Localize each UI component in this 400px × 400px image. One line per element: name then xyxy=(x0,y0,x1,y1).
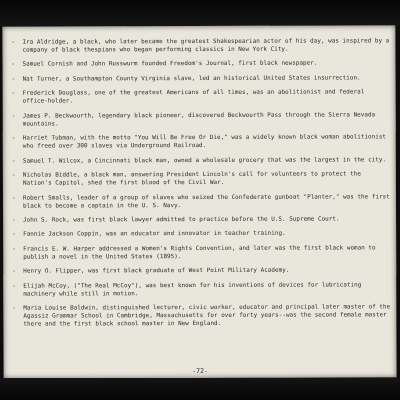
entry-text: Francis E. W. Harper addressed a Women's Rights Convention, and later was the first black woman to publish a novel in the United States (1895). xyxy=(23,245,376,261)
background-bottom xyxy=(0,378,400,400)
entry-text: Robert Smalls, leader of a group of slaves who seized the Confederate gunboat "Planter," was the first black to become a captain in the U. S. Navy. xyxy=(22,193,390,210)
page-number: -72- xyxy=(192,366,208,376)
entry-text: Maria Louise Baldwin, distinguished lecturer, civic worker, educator and principal later master of the Agassiz Grammar School in Cambridge, Massachusetts for over forty years--was the second female master there and the first black school master in New England. xyxy=(23,304,391,329)
bullet: - xyxy=(11,39,16,46)
bullet: - xyxy=(11,113,16,120)
entry-text: Nat Turner, a Southampton County Virginia slave, led an historical United States insurrection. xyxy=(22,75,361,83)
list-item xyxy=(3,134,396,152)
bullet: - xyxy=(12,217,16,224)
bullet: - xyxy=(12,283,16,290)
bullet: - xyxy=(12,232,16,239)
entry-text: Elijah McCoy, ("The Real McCoy"), was best known for his inventions of devices for lubricating machinery while still in motion. xyxy=(23,282,362,298)
list-item xyxy=(3,170,396,188)
entry-text: Ira Aldridge, a black, who later became the greatest Shakespearian actor of his day, was inspired by a company of black thespians who began performing classics in New York City. xyxy=(22,38,390,54)
list-item xyxy=(3,215,396,224)
bullet: - xyxy=(11,62,16,69)
list-item xyxy=(3,281,396,299)
bullet: - xyxy=(12,305,16,312)
bullet: - xyxy=(11,135,16,142)
list-item xyxy=(3,111,396,129)
list-item xyxy=(3,193,396,211)
bullet: - xyxy=(11,195,16,202)
list-item xyxy=(3,156,396,165)
list-item xyxy=(3,89,396,107)
entry-list xyxy=(2,37,396,335)
list-item xyxy=(2,37,395,55)
bullet: - xyxy=(11,158,16,165)
list-item xyxy=(3,60,396,69)
background-top xyxy=(0,0,400,26)
bullet: - xyxy=(11,90,16,97)
entry-text: James P. Beckwourth, legendary black pioneer, discovered Beckwourth Pass through the Sierra Nevada mountains. xyxy=(22,112,376,128)
list-item xyxy=(3,304,396,330)
list-item xyxy=(3,74,396,83)
list-item xyxy=(3,267,396,276)
entry-text: Henry O. Flipper, was first black graduate of West Point Military Academy. xyxy=(23,268,290,275)
entry-text: Harriet Tubman, with the motto "You Will Be Free Or Die," was a widely known black woman abolitionist who freed over 300 slaves via Underground Railroad. xyxy=(22,134,387,150)
entry-text: Frederick Douglass, one of the greatest Americans of all times, was an abolitionist and federal office-holder. xyxy=(22,89,365,105)
entry-text: Nicholas Biddle, a black man, answering President Lincoln's call for volunteers to protect the Nation's Capitol, shed the first blood of the Civil War. xyxy=(22,171,361,187)
entry-text: Samuel T. Wilcox, a Cincinnati black man, owned a wholesale grocery that was the largest in the city. xyxy=(22,157,387,165)
bullet: - xyxy=(11,172,16,179)
entry-text: John S. Rock, was first black lawyer admitted to practice before the U.S. Supreme Court. xyxy=(23,216,340,224)
entry-text: Fannie Jackson Coppin, was an educator and innovator in teacher training. xyxy=(23,231,286,239)
list-item xyxy=(3,230,396,239)
document-page xyxy=(2,25,396,378)
bullet: - xyxy=(12,246,16,253)
bullet: - xyxy=(12,268,16,275)
bullet: - xyxy=(11,76,16,83)
list-item xyxy=(3,244,396,262)
entry-text: Samuel Cornish and John Russwurm founded Freedom's Journal, first black newspaper. xyxy=(22,61,318,69)
